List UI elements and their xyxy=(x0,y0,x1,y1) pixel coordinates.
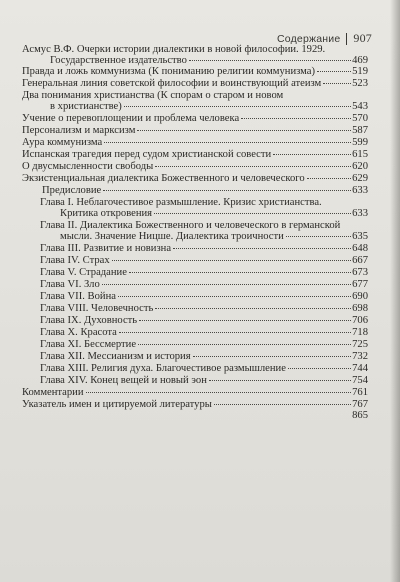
toc-entry xyxy=(40,291,368,302)
toc-entry xyxy=(40,339,368,350)
toc-entry-title: Указатель имен и цитируемой литературы xyxy=(22,399,212,410)
page-number: 907 xyxy=(353,31,372,45)
toc-page-number: 599 xyxy=(352,137,368,148)
dot-leader xyxy=(129,272,351,273)
dot-leader xyxy=(118,296,351,297)
toc-entry-title: Предисловие xyxy=(42,185,102,196)
toc-entry-title: Глава VI. Зло xyxy=(40,279,100,290)
toc-entry xyxy=(22,125,368,136)
toc-entry-title: Государственное издательство xyxy=(50,55,187,67)
toc-entry-title: в христианстве) xyxy=(50,101,122,113)
toc-entry xyxy=(22,399,368,410)
toc-entry xyxy=(40,220,368,243)
dot-leader xyxy=(112,260,351,261)
toc-entry-title: Аура коммунизма xyxy=(22,137,103,148)
dot-leader xyxy=(138,344,351,345)
toc-entry-title: Глава IV. Страх xyxy=(40,255,110,266)
dot-leader xyxy=(273,154,351,155)
toc-page-number: 677 xyxy=(352,279,368,290)
toc-entry xyxy=(40,197,368,220)
toc-page-number: 706 xyxy=(352,315,368,326)
dot-leader xyxy=(139,320,351,321)
dot-leader xyxy=(154,213,351,214)
toc-page-number: 865 xyxy=(352,410,368,421)
toc-entry-title: Глава VII. Война xyxy=(40,291,116,302)
toc-entry xyxy=(40,327,368,338)
toc-entry xyxy=(40,315,368,326)
toc-page-number: 543 xyxy=(352,101,368,113)
toc-entry-title: Правда и ложь коммунизма (К пониманию религии коммунизма) xyxy=(22,66,316,77)
toc-entry-title: Глава XI. Бессмертие xyxy=(40,339,137,350)
toc-entry xyxy=(40,351,368,362)
toc-entry xyxy=(22,149,368,160)
dot-leader xyxy=(124,106,351,107)
toc-page-number: 767 xyxy=(352,399,368,410)
toc-page-number: 620 xyxy=(352,161,368,172)
toc-entry-title: Учение о перевоплощении и проблема человека xyxy=(22,113,240,124)
dot-leader xyxy=(209,380,351,381)
toc-entry-title: Глава III. Развитие и новизна xyxy=(40,243,172,254)
toc-page-number: 635 xyxy=(352,231,368,243)
toc-entry-title: Экзистенциальная диалектика Божественного и человеческого xyxy=(22,173,305,184)
toc-entry-title: Глава VIII. Человечность xyxy=(40,303,154,314)
toc-entry xyxy=(22,78,368,89)
dot-leader xyxy=(288,368,351,369)
toc-entry xyxy=(22,66,368,77)
toc-entry xyxy=(40,243,368,254)
toc-page-number: 690 xyxy=(352,291,368,302)
toc-page-number: 629 xyxy=(352,173,368,184)
toc-entry-title: Глава II. Диалектика Божественного и человеческого в германской xyxy=(40,220,341,231)
toc-entry-title: Персонализм и марксизм xyxy=(22,125,136,136)
toc-entry-title: Глава I. Неблагочестивое размышление. Кризис христианства. xyxy=(40,197,322,208)
toc-page-number: 648 xyxy=(352,243,368,254)
dot-leader xyxy=(241,118,351,119)
dot-leader xyxy=(307,178,351,179)
toc-entry-title: О двусмысленности свободы xyxy=(22,161,154,172)
toc-page-number: 615 xyxy=(352,149,368,160)
header-divider xyxy=(346,33,347,45)
toc-page-number: 667 xyxy=(352,255,368,266)
toc-entry xyxy=(22,113,368,124)
toc-page-number: 587 xyxy=(352,125,368,136)
toc-entry-title: Критика откровения xyxy=(60,208,153,220)
toc-entry xyxy=(40,303,368,314)
toc-entry xyxy=(22,173,368,184)
dot-leader xyxy=(86,392,352,393)
toc-entry-title: мысли. Значение Ницше. Диалектика троичности xyxy=(60,231,284,243)
toc-page-number: 718 xyxy=(352,327,368,338)
toc-page-number: 523 xyxy=(352,78,368,89)
toc-page-number: 744 xyxy=(352,363,368,374)
toc-entry-title: Глава X. Красота xyxy=(40,327,117,338)
dot-leader xyxy=(193,356,352,357)
toc-entry-title: Асмус В.Ф. Очерки истории диалектики в новой философии. 1929. xyxy=(22,44,326,55)
toc-page-number: 673 xyxy=(352,267,368,278)
toc-entry xyxy=(22,387,368,398)
toc-entry xyxy=(22,90,368,113)
dot-leader xyxy=(103,190,351,191)
toc-page-number: 570 xyxy=(352,113,368,124)
toc-entry xyxy=(40,267,368,278)
dot-leader xyxy=(173,248,351,249)
dot-leader xyxy=(189,60,351,61)
dot-leader xyxy=(155,308,351,309)
toc-entry-title: Генеральная линия советской философии и воинствующий атеизм xyxy=(22,78,322,89)
toc-page-number: 732 xyxy=(352,351,368,362)
toc-entry-title: Глава XIV. Конец вещей и новый эон xyxy=(40,375,207,386)
dot-leader xyxy=(104,142,351,143)
toc-entry xyxy=(40,375,368,386)
toc-entry xyxy=(22,137,368,148)
toc-page-number: 633 xyxy=(352,208,368,220)
dot-leader xyxy=(286,236,351,237)
toc-entry xyxy=(40,363,368,374)
toc-entry-title: Комментарии xyxy=(22,387,84,398)
toc-entry xyxy=(40,255,368,266)
toc-entry-title: Глава XII. Мессианизм и история xyxy=(40,351,191,362)
section-title: Содержание xyxy=(277,32,341,45)
toc-page-number: 469 xyxy=(352,55,368,67)
toc-page-number: 633 xyxy=(352,185,368,196)
toc-page-number: 698 xyxy=(352,303,368,314)
toc-page-number: 761 xyxy=(352,387,368,398)
toc-page-number: 519 xyxy=(352,66,368,77)
toc-entry-title: Глава XIII. Религия духа. Благочестивое размышление xyxy=(40,363,286,374)
toc-entry xyxy=(22,410,368,421)
dot-leader xyxy=(323,83,351,84)
dot-leader xyxy=(317,71,351,72)
page-edge-shadow xyxy=(390,0,400,582)
toc-page-number: 725 xyxy=(352,339,368,350)
toc-page-number: 754 xyxy=(352,375,368,386)
toc-entry xyxy=(22,161,368,172)
dot-leader xyxy=(155,166,351,167)
dot-leader xyxy=(119,332,351,333)
toc-entry-title: Испанская трагедия перед судом христианской совести xyxy=(22,149,272,160)
dot-leader xyxy=(102,284,351,285)
toc-entry xyxy=(42,185,368,196)
toc-entry-title: Два понимания христианства (К спорам о старом и новом xyxy=(22,90,284,101)
dot-leader xyxy=(214,404,351,405)
toc-entry-title: Глава V. Страдание xyxy=(40,267,127,278)
toc-entry-title: Глава IX. Духовность xyxy=(40,315,138,326)
toc-entry xyxy=(40,279,368,290)
toc-entry xyxy=(22,44,368,67)
dot-leader xyxy=(137,130,351,131)
